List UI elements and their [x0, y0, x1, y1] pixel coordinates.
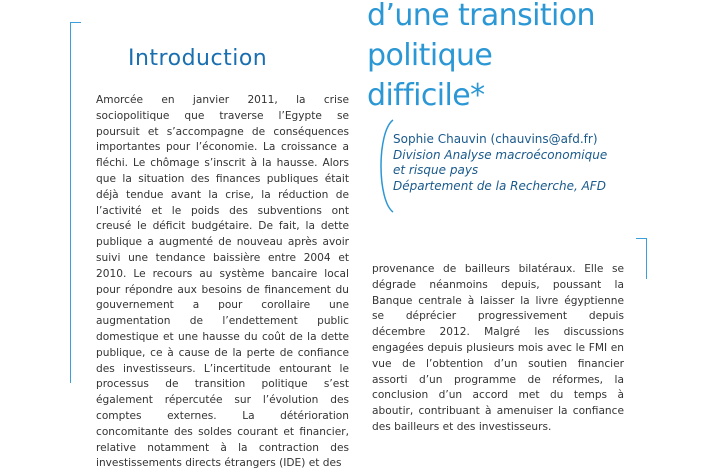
article-title [367, 0, 712, 116]
right-text-column [372, 262, 624, 436]
author-name: Sophie Chauvin (chauvins@afd.fr) [393, 132, 598, 146]
author-affiliation-line: Division Analyse macroéconomique [393, 147, 608, 162]
introduction-paragraph: Amorcée en janvier 2011, la crise sociopolitique que traverse l’Egypte se poursuit et s’accompagne de conséquences importantes pour l’économie. La croissance a fléchi. Le chômage s’inscrit à la hausse. Alors que la situation des finances publiques était déjà tendue avant la crise, la réduction de l’activité et le poids des subventions ont creusé le déficit budgétaire. De fait, la dette publique a augmenté de nouveau après avoir suivi une tendance baissière entre 2004 et 2010. Le recours au système bancaire local pour répondre aux besoins de financement du gouvernement a pour corollaire une augmentation de l’endettement public domestique et une hausse du coût de la dette publique, ce à cause de la perte de confiance des investisseurs. L’incertitude entourant le processus de transition politique s’est également répercutée sur l’évolution des comptes externes. La détérioration concomitante des soldes courant et financier, relative notamment à la contraction des investissements directs étrangers (IDE) et des [96, 94, 349, 470]
author-bracket-arc [373, 118, 395, 214]
author-affiliation-line: et risque pays [393, 163, 479, 177]
title-line-1: d’une transition politique [367, 0, 595, 73]
title-asterisk: * [470, 78, 485, 113]
title-line-2: difficile [367, 78, 471, 113]
right-column-paragraph: provenance de bailleurs bilatéraux. Elle se dégrade néanmoins depuis, poussant la Banque centrale à laisser la livre égyptienne se déprécier progressivement depuis décembre 2012. Malgré les discussions engagées depuis plusieurs mois avec le FMI en vue de l’obtention d’un soutien financier assorti d’un programme de réformes, la conclusion d’un accord met du temps à aboutir, contribuant à amenuiser la confiance des bailleurs et des investisseurs. [372, 263, 624, 433]
author-affiliation-line: Département de la Recherche, AFD [393, 178, 606, 193]
right-bracket-decoration [636, 238, 647, 279]
introduction-column [96, 93, 349, 472]
left-bracket-decoration [70, 22, 81, 383]
introduction-heading: Introduction [128, 46, 268, 71]
author-block [393, 132, 693, 194]
